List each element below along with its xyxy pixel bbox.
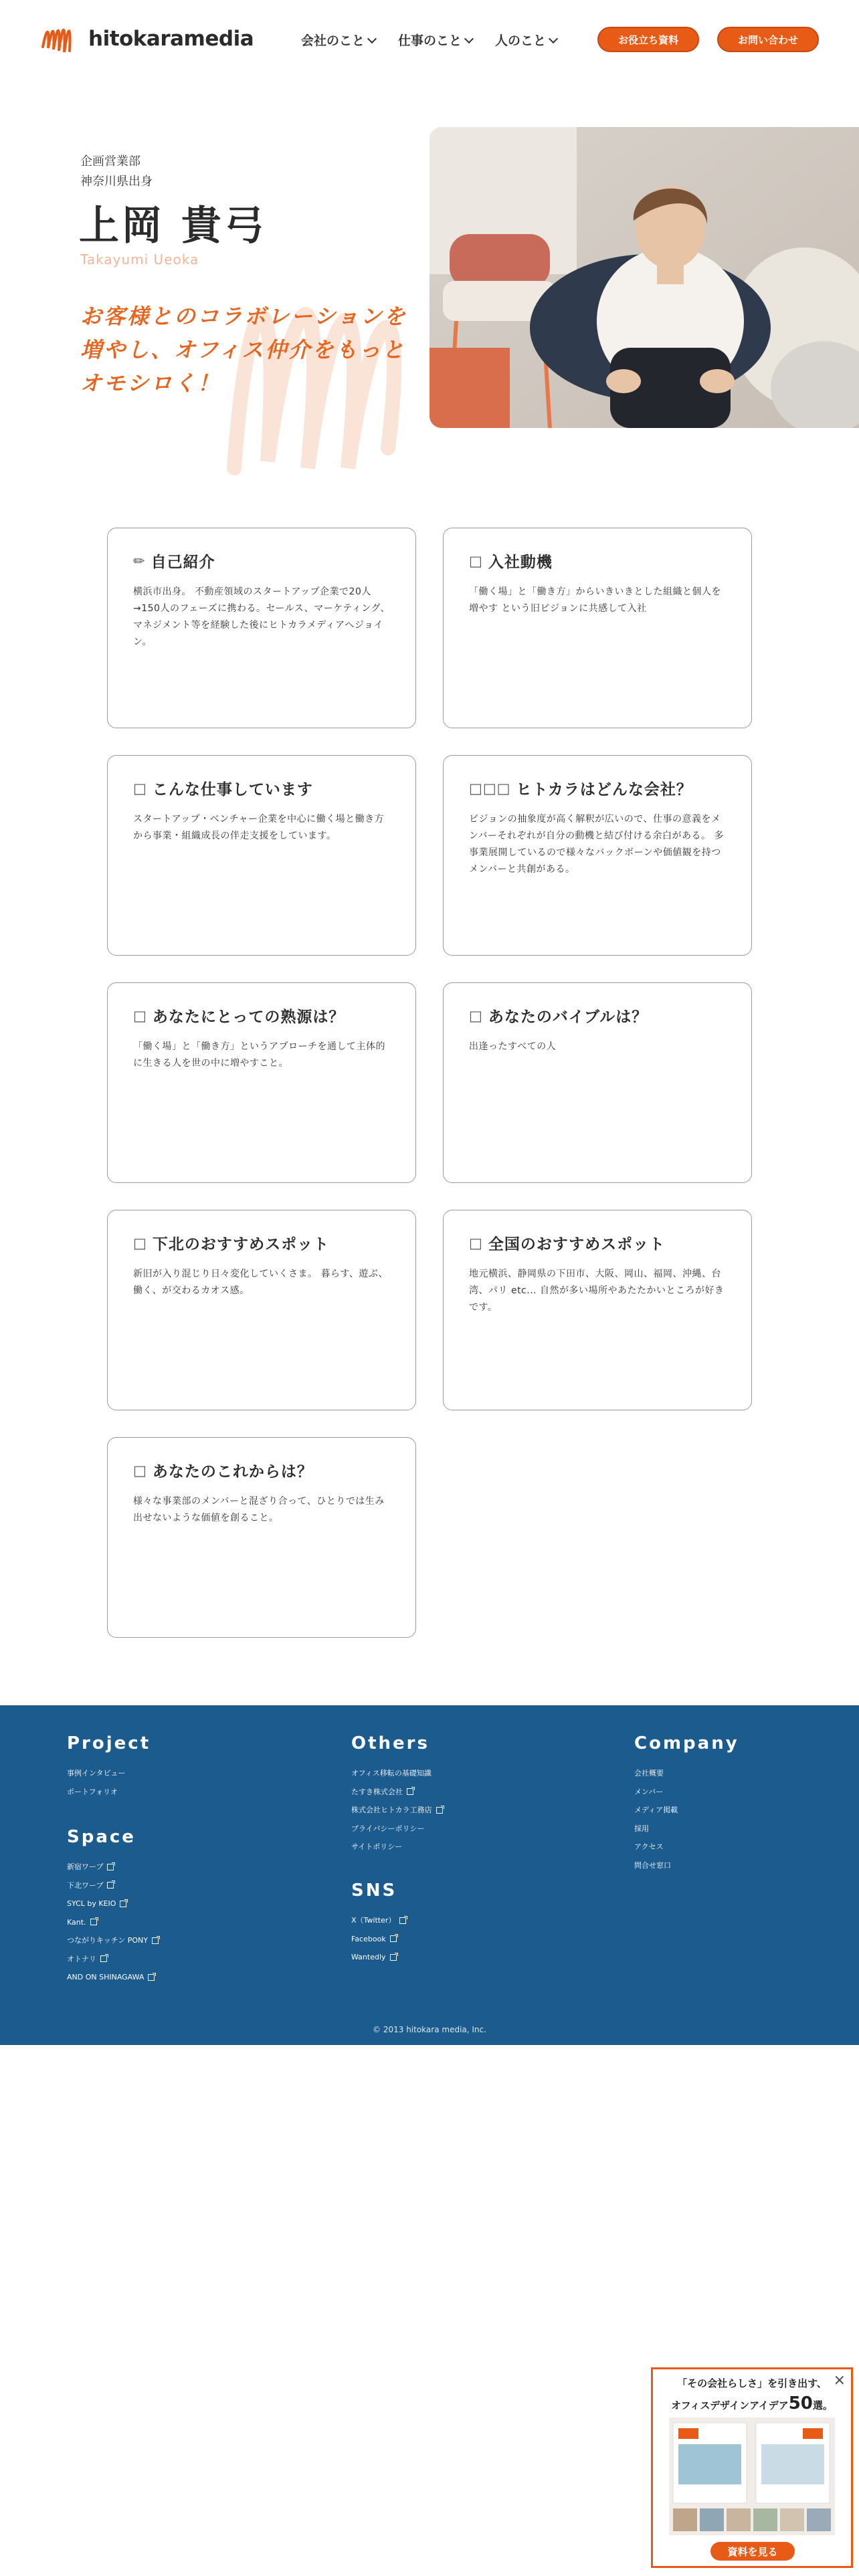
emoji-placeholder-icon: □ xyxy=(133,1462,147,1479)
contact-button[interactable]: お問い合わせ xyxy=(717,27,819,52)
card-title xyxy=(469,1232,726,1254)
footer-heading-others: Others xyxy=(351,1733,430,1753)
footer-link[interactable]: 事例インタビュー xyxy=(67,1769,126,1778)
emoji-placeholder-icon: □ xyxy=(469,552,483,569)
card-body: 「働く場」と「働き方」というアプローチを通して主体的に生きる人を世の中に増やすこと。 xyxy=(133,1041,385,1069)
nav-company[interactable] xyxy=(301,31,375,49)
card-title-text: こんな仕事しています xyxy=(152,781,313,798)
profile-department: 企画営業部 xyxy=(80,154,140,169)
qa-card-shimokita-spot xyxy=(107,1210,416,1410)
card-title xyxy=(133,1459,390,1481)
external-link-icon xyxy=(436,1807,443,1814)
card-title-text: あなたのこれからは？ xyxy=(152,1463,313,1481)
footer-link[interactable]: 問合せ窓口 xyxy=(634,1860,671,1870)
pencil-icon: ✏ xyxy=(133,552,146,569)
footer-heading-space: Space xyxy=(67,1827,136,1847)
card-title xyxy=(469,1004,726,1027)
main-nav xyxy=(301,31,557,49)
copyright: © 2013 hitokara media, Inc. xyxy=(373,2025,486,2034)
footer-link[interactable]: メンバー xyxy=(634,1787,664,1796)
qa-card-motivation xyxy=(443,528,752,728)
emoji-placeholder-icon: □ xyxy=(133,780,147,796)
qa-card-company xyxy=(443,755,752,956)
footer-link[interactable]: たすき株式会社 xyxy=(351,1783,443,1802)
external-link-icon xyxy=(100,1955,107,1962)
profile-name: 上岡 貴弓 xyxy=(79,203,267,249)
footer-link[interactable]: 株式会社ヒトカラ工務店 xyxy=(351,1801,443,1820)
footer-heading-project: Project xyxy=(67,1733,151,1753)
card-body: 新旧が入り混じり日々変化していくさま。 暮らす、遊ぶ、働く、が交わるカオス感。 xyxy=(133,1269,389,1296)
footer-link[interactable]: Wantedly xyxy=(351,1948,406,1967)
emoji-placeholder-icon: □ xyxy=(469,1235,483,1251)
card-title xyxy=(469,777,726,799)
resource-button[interactable]: お役立ち資料 xyxy=(597,27,699,52)
profile-photo xyxy=(430,127,859,428)
emoji-placeholder-icon: □ xyxy=(133,1235,147,1251)
footer-link[interactable]: X（Twitter） xyxy=(351,1911,406,1930)
footer-link[interactable]: 下北ワープ xyxy=(67,1876,159,1895)
footer-link[interactable]: SYCL by KEIO xyxy=(67,1895,159,1913)
nav-people-label: 人のこと xyxy=(495,33,547,48)
portrait-illustration xyxy=(430,127,859,428)
qa-card-future xyxy=(107,1437,416,1638)
footer-link[interactable]: 新宿ワープ xyxy=(67,1858,159,1876)
chevron-down-icon xyxy=(549,33,558,43)
footer-space xyxy=(67,1827,159,1987)
footer-link[interactable]: プライバシーポリシー xyxy=(351,1824,425,1833)
external-link-icon xyxy=(107,1864,114,1870)
external-link-icon xyxy=(390,1954,397,1961)
card-title-text: ヒトカラはどんな会社？ xyxy=(516,781,692,798)
qa-card-passion xyxy=(107,982,416,1183)
profile-catchphrase: お客様とのコラボレーションを増やし、オフィス仲介をもっとオモシロく！ xyxy=(80,304,407,396)
banner-view-button[interactable]: 資料を見る xyxy=(710,2542,795,2561)
profile-name-en: Takayumi Ueoka xyxy=(80,251,199,267)
emoji-placeholder-icon: □□□ xyxy=(469,780,511,796)
banner-headline-2-text: オフィスデザインアイデア xyxy=(671,2399,789,2411)
nav-work[interactable] xyxy=(398,31,472,49)
external-link-icon xyxy=(152,1937,159,1944)
footer-link[interactable]: メディア掲載 xyxy=(634,1806,678,1814)
floating-resource-banner[interactable] xyxy=(651,2367,853,2568)
footer-link[interactable]: 会社概要 xyxy=(634,1769,664,1778)
emoji-placeholder-icon: □ xyxy=(133,1007,147,1024)
card-title-text: 自己紹介 xyxy=(151,554,215,571)
footer-sns xyxy=(351,1881,406,1967)
card-body: 出逢ったすべての人 xyxy=(469,1041,557,1052)
qa-card-work xyxy=(107,755,416,956)
emoji-placeholder-icon: □ xyxy=(469,1007,483,1024)
card-title-text: あなたのバイブルは？ xyxy=(488,1008,648,1026)
footer-link[interactable]: オトナリ xyxy=(67,1950,159,1969)
external-link-icon xyxy=(390,1935,397,1942)
qa-card-bible xyxy=(443,982,752,1183)
card-title xyxy=(133,1232,390,1254)
nav-people[interactable] xyxy=(495,31,557,49)
nav-company-label: 会社のこと xyxy=(301,33,365,48)
footer-link[interactable]: オフィス移転の基礎知識 xyxy=(351,1769,432,1778)
card-body: 様々な事業部のメンバーと混ざり合って、ひとりでは生み出せないような価値を創ること。 xyxy=(133,1496,385,1523)
banner-headline-1: 「その会社らしさ」を引き出す、 xyxy=(677,2377,827,2389)
external-link-icon xyxy=(90,1919,97,1925)
logo-squiggle-icon xyxy=(40,20,87,58)
card-title xyxy=(133,777,390,799)
profile-department-block xyxy=(80,152,153,192)
logo-text: hitokaramedia xyxy=(88,27,254,51)
close-icon[interactable]: × xyxy=(833,2372,846,2389)
qa-card-national-spot xyxy=(443,1210,752,1410)
chevron-down-icon xyxy=(367,33,377,43)
footer-link[interactable]: サイトポリシー xyxy=(351,1842,403,1851)
profile-hometown: 神奈川県出身 xyxy=(80,175,153,189)
card-body: スタートアップ・ベンチャー企業を中心に働く場と働き方から事業・組織成長の伴走支援をしています。 xyxy=(133,814,385,841)
nav-work-label: 仕事のこと xyxy=(398,33,462,48)
site-footer xyxy=(0,1705,859,2045)
external-link-icon xyxy=(148,1974,155,1981)
footer-heading-company: Company xyxy=(634,1733,739,1753)
card-body: 「働く場」と「働き方」からいきいきとした組織と個人を増やす という旧ビジョンに共感して入社 xyxy=(469,586,721,614)
chevron-down-icon xyxy=(464,33,474,43)
banner-headline-2-suffix: 選。 xyxy=(812,2399,833,2411)
card-body: 地元横浜、静岡県の下田市、大阪、岡山、福岡、沖縄、台湾、パリ etc... 自然が多い場所やあたたかいところが好きです。 xyxy=(469,1269,725,1313)
card-title-text: 入社動機 xyxy=(488,554,553,571)
footer-link[interactable]: Kant. xyxy=(67,1913,159,1932)
card-title xyxy=(133,1004,390,1027)
footer-others xyxy=(351,1733,443,1856)
banner-number: 50 xyxy=(788,2393,813,2413)
external-link-icon xyxy=(399,1917,406,1924)
footer-heading-sns: SNS xyxy=(351,1881,397,1901)
site-header xyxy=(0,0,859,80)
card-title-text: 全国のおすすめスポット xyxy=(488,1236,666,1253)
card-body: ビジョンの抽象度が高く解釈が広いので、仕事の意義をメンバーそれぞれが自分の動機と結び付ける余白がある。 多事業展開しているので様々なバックボーンや価値観を持つメンバーと共創がある。 xyxy=(469,814,724,875)
site-logo[interactable] xyxy=(40,20,254,58)
card-body: 横浜市出身。 不動産領域のスタートアップ企業で20人→150人のフェーズに携わる。セールス、マーケティング、マネジメント等を経験した後にヒトカラメディアへジョイン。 xyxy=(133,586,390,647)
external-link-icon xyxy=(107,1882,114,1889)
card-title xyxy=(133,550,390,572)
footer-link[interactable]: 採用 xyxy=(634,1824,649,1833)
footer-link[interactable]: アクセス xyxy=(634,1842,664,1851)
card-title-text: あなたにとっての熟源は？ xyxy=(152,1008,345,1026)
external-link-icon xyxy=(407,1788,413,1795)
footer-link[interactable]: Facebook xyxy=(351,1930,406,1949)
banner-brochure-image xyxy=(669,2418,835,2535)
card-title xyxy=(469,550,726,572)
card-title-text: 下北のおすすめスポット xyxy=(152,1236,330,1253)
qa-card-self-intro xyxy=(107,528,416,728)
footer-project xyxy=(67,1733,151,1801)
footer-link[interactable]: AND ON SHINAGAWA xyxy=(67,1968,159,1987)
footer-company xyxy=(634,1733,739,1874)
footer-link[interactable]: ポートフォリオ xyxy=(67,1787,118,1796)
external-link-icon xyxy=(120,1901,126,1907)
banner-headline-2 xyxy=(653,2393,851,2413)
footer-link[interactable]: つながりキッチン PONY xyxy=(67,1931,159,1950)
